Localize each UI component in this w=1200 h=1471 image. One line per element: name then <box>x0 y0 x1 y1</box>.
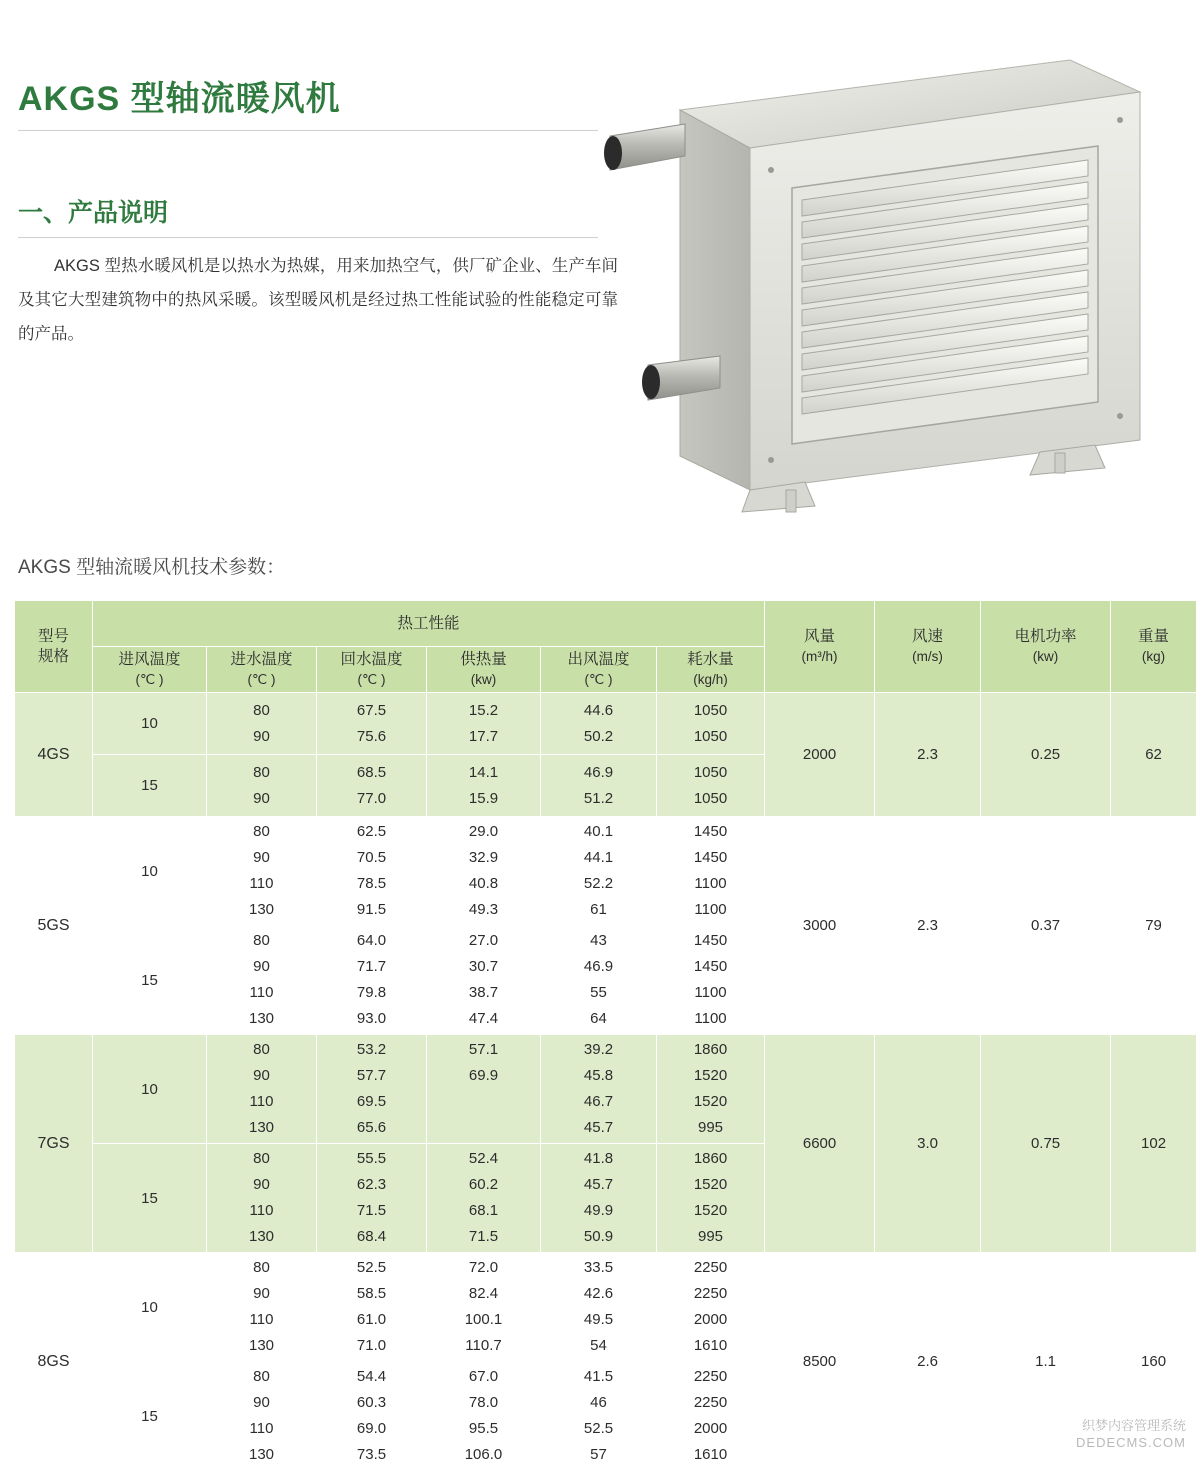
cell-heat-output-value <box>428 1115 539 1141</box>
cell-water-in-temp <box>207 1253 317 1362</box>
cell-water-in-temp-value: 90 <box>253 1176 270 1193</box>
cell-water-consumption <box>657 1035 765 1144</box>
cell-outlet-air-temp <box>541 1253 657 1362</box>
cell-water-consumption-value: 1860 <box>693 1150 728 1167</box>
cell-heat-output <box>427 926 541 1035</box>
cell-water-consumption-value: 1450 <box>693 932 728 949</box>
cell-water-consumption-value: 1610 <box>693 1446 728 1463</box>
cell-air-volume: 8500 <box>765 1253 875 1471</box>
cell-water-in-temp <box>207 1035 317 1144</box>
cell-water-out-temp-value: 68.4 <box>356 1228 387 1245</box>
cell-water-out-temp-value: 78.5 <box>356 875 387 892</box>
cell-air-volume: 6600 <box>765 1035 875 1253</box>
spec-table <box>14 600 1197 1471</box>
header-heat-output-unit: (kw) <box>470 671 497 687</box>
cell-air-speed: 2.3 <box>875 817 981 1035</box>
cell-outlet-air-temp-value: 41.5 <box>583 1368 614 1385</box>
cell-water-consumption <box>657 1362 765 1471</box>
cell-motor-power: 0.75 <box>981 1035 1111 1253</box>
cell-water-out-temp-value: 91.5 <box>356 901 387 918</box>
product-photo <box>600 20 1180 540</box>
cell-water-in-temp-value: 90 <box>253 789 270 807</box>
cell-outlet-air-temp-value: 45.8 <box>583 1067 614 1084</box>
cell-inlet-air-temp: 15 <box>93 1362 207 1471</box>
cell-water-out-temp-value: 69.5 <box>356 1093 387 1110</box>
cell-water-out-temp-value: 53.2 <box>356 1041 387 1058</box>
cell-outlet-air-temp <box>541 1035 657 1144</box>
cell-water-in-temp-value: 80 <box>253 1368 270 1385</box>
cell-model: 4GS <box>15 693 93 817</box>
cell-outlet-air-temp-value: 46.9 <box>583 958 614 975</box>
cell-water-in-temp-value: 80 <box>253 701 270 719</box>
spec-table-wrap <box>14 600 1186 1471</box>
table-row <box>15 1253 1197 1362</box>
cell-model: 5GS <box>15 817 93 1035</box>
cell-water-consumption-value: 1450 <box>693 823 728 840</box>
cell-outlet-air-temp-value: 64 <box>590 1010 607 1027</box>
cell-air-volume: 2000 <box>765 693 875 817</box>
cell-water-in-temp <box>207 1144 317 1253</box>
cell-water-consumption-value: 1050 <box>693 727 728 745</box>
cell-water-out-temp <box>317 817 427 926</box>
cell-water-in-temp-value: 80 <box>253 823 270 840</box>
cell-outlet-air-temp-value: 46.9 <box>583 763 614 781</box>
header-weight-label: 重量 <box>1138 627 1170 645</box>
cell-water-in-temp-value: 110 <box>249 875 274 892</box>
header-motor-power <box>981 601 1111 693</box>
cell-water-consumption-value: 1520 <box>693 1093 728 1110</box>
table-row <box>15 1035 1197 1144</box>
header-water-out-temp <box>317 647 427 693</box>
cell-inlet-air-temp: 10 <box>93 693 207 755</box>
cell-outlet-air-temp-value: 45.7 <box>583 1119 614 1136</box>
cell-heat-output-value: 72.0 <box>468 1259 499 1276</box>
cell-water-in-temp-value: 90 <box>253 958 270 975</box>
header-inlet-air-temp <box>93 647 207 693</box>
cell-water-in-temp-value: 80 <box>253 763 270 781</box>
cell-outlet-air-temp-value: 49.9 <box>583 1202 614 1219</box>
cell-water-consumption-value: 995 <box>698 1228 724 1245</box>
cell-water-in-temp-value: 80 <box>253 1150 270 1167</box>
cell-outlet-air-temp-value: 33.5 <box>583 1259 614 1276</box>
cell-water-consumption <box>657 817 765 926</box>
cell-water-consumption-value: 1100 <box>694 984 727 1001</box>
cell-heat-output-value: 30.7 <box>468 958 499 975</box>
cell-heat-output-value: 38.7 <box>468 984 499 1001</box>
cell-water-consumption-value: 1520 <box>693 1202 728 1219</box>
header-model-line2: 规格 <box>37 647 69 665</box>
header-air-volume-unit: (m³/h) <box>801 648 838 664</box>
cell-heat-output-value <box>428 1089 539 1115</box>
cell-outlet-air-temp <box>541 1362 657 1471</box>
header-inlet-air-temp-unit: (℃ ) <box>135 671 164 687</box>
cell-heat-output-value: 17.7 <box>468 727 499 745</box>
cell-outlet-air-temp-value: 46 <box>590 1394 607 1411</box>
cell-water-out-temp-value: 58.5 <box>356 1285 387 1302</box>
cell-outlet-air-temp-value: 45.7 <box>583 1176 614 1193</box>
cell-water-in-temp-value: 80 <box>253 1259 270 1276</box>
cell-water-consumption-value: 2250 <box>693 1368 728 1385</box>
cell-water-in-temp-value: 90 <box>253 1394 270 1411</box>
cell-water-out-temp-value: 71.5 <box>356 1202 387 1219</box>
cell-outlet-air-temp-value: 50.9 <box>583 1228 614 1245</box>
table-caption: AKGS 型轴流暖风机技术参数： <box>18 557 286 578</box>
cell-heat-output-value: 14.1 <box>468 763 499 781</box>
cell-water-out-temp-value: 67.5 <box>356 701 387 719</box>
cell-water-consumption-value: 1100 <box>694 901 727 918</box>
header-water-consumption-unit: (kg/h) <box>693 671 728 687</box>
cell-water-out-temp-value: 62.3 <box>356 1176 387 1193</box>
cell-water-consumption-value: 2000 <box>693 1311 728 1328</box>
cell-outlet-air-temp <box>541 817 657 926</box>
cell-water-out-temp-value: 71.7 <box>356 958 387 975</box>
cell-weight: 102 <box>1111 1035 1197 1253</box>
cell-heat-output-value: 71.5 <box>468 1228 499 1245</box>
header-water-out-temp-label: 回水温度 <box>340 650 403 668</box>
cell-water-consumption <box>657 693 765 755</box>
cell-outlet-air-temp-value: 39.2 <box>583 1041 614 1058</box>
cell-water-out-temp-value: 65.6 <box>356 1119 387 1136</box>
cell-outlet-air-temp <box>541 755 657 817</box>
cell-water-in-temp-value: 110 <box>249 1311 274 1328</box>
cell-heat-output-value: 67.0 <box>468 1368 499 1385</box>
cell-water-in-temp <box>207 1362 317 1471</box>
cell-water-out-temp-value: 52.5 <box>356 1259 387 1276</box>
cell-water-in-temp <box>207 926 317 1035</box>
cell-water-consumption-value: 1050 <box>693 763 728 781</box>
product-description: AKGS 型热水暖风机是以热水为热媒，用来加热空气，供厂矿企业、生产车间及其它大型建筑物中的热风采暖。该型暖风机是经过热工性能试验的性能稳定可靠的产品。 <box>18 256 618 343</box>
cell-heat-output-value: 27.0 <box>468 932 499 949</box>
cell-water-out-temp-value: 60.3 <box>356 1394 387 1411</box>
cell-water-out-temp-value: 77.0 <box>356 789 387 807</box>
cell-water-out-temp-value: 73.5 <box>356 1446 387 1463</box>
cell-heat-output-value: 15.9 <box>468 789 499 807</box>
cell-water-consumption <box>657 755 765 817</box>
cell-water-out-temp-value: 61.0 <box>356 1311 387 1328</box>
cell-model: 8GS <box>15 1253 93 1471</box>
cell-water-consumption-value: 1860 <box>693 1041 728 1058</box>
cell-outlet-air-temp-value: 57 <box>590 1446 607 1463</box>
cell-water-out-temp-value: 79.8 <box>356 984 387 1001</box>
cell-outlet-air-temp-value: 61 <box>590 901 607 918</box>
cell-heat-output <box>427 693 541 755</box>
watermark-line2: DEDECMS.COM <box>1076 1435 1186 1450</box>
cell-water-out-temp <box>317 1144 427 1253</box>
cell-water-out-temp <box>317 1362 427 1471</box>
cell-water-out-temp <box>317 1035 427 1144</box>
cell-water-out-temp-value: 62.5 <box>356 823 387 840</box>
cell-water-consumption-value: 1100 <box>694 1010 727 1027</box>
cell-water-out-temp-value: 57.7 <box>356 1067 387 1084</box>
cell-water-out-temp <box>317 926 427 1035</box>
cell-water-out-temp-value: 70.5 <box>356 849 387 866</box>
table-row <box>15 693 1197 755</box>
cell-outlet-air-temp-value: 52.2 <box>583 875 614 892</box>
cell-weight: 62 <box>1111 693 1197 817</box>
cell-water-consumption-value: 1050 <box>693 701 728 719</box>
header-air-volume <box>765 601 875 693</box>
cell-inlet-air-temp: 10 <box>93 1253 207 1362</box>
cell-heat-output <box>427 755 541 817</box>
cell-inlet-air-temp: 10 <box>93 817 207 926</box>
cell-water-in-temp-value: 130 <box>248 901 275 918</box>
header-weight-unit: (kg) <box>1141 648 1166 664</box>
cell-water-in-temp-value: 110 <box>249 1093 274 1110</box>
cell-water-in-temp-value: 130 <box>248 1228 275 1245</box>
table-row <box>15 817 1197 926</box>
cell-air-speed: 2.3 <box>875 693 981 817</box>
cell-heat-output-value: 106.0 <box>464 1446 503 1463</box>
cell-heat-output-value: 82.4 <box>468 1285 499 1302</box>
cell-water-in-temp-value: 110 <box>249 1420 274 1437</box>
cell-inlet-air-temp: 15 <box>93 926 207 1035</box>
cell-weight: 160 <box>1111 1253 1197 1471</box>
cell-heat-output-value: 78.0 <box>468 1394 499 1411</box>
header-water-consumption <box>657 647 765 693</box>
cell-air-speed: 3.0 <box>875 1035 981 1253</box>
watermark <box>1076 1417 1186 1451</box>
cell-outlet-air-temp-value: 54 <box>590 1337 607 1354</box>
cell-water-in-temp <box>207 755 317 817</box>
cell-outlet-air-temp-value: 50.2 <box>583 727 614 745</box>
cell-air-speed: 2.6 <box>875 1253 981 1471</box>
cell-outlet-air-temp-value: 55 <box>590 984 607 1001</box>
cell-water-consumption <box>657 1253 765 1362</box>
header-model-line1: 型号 <box>37 627 69 645</box>
cell-motor-power: 0.25 <box>981 693 1111 817</box>
cell-water-consumption <box>657 926 765 1035</box>
header-water-in-temp-unit: (℃ ) <box>247 671 276 687</box>
cell-water-in-temp-value: 110 <box>249 1202 274 1219</box>
cell-outlet-air-temp-value: 49.5 <box>583 1311 614 1328</box>
cell-water-in-temp <box>207 817 317 926</box>
cell-water-out-temp <box>317 1253 427 1362</box>
cell-water-in-temp-value: 80 <box>253 932 270 949</box>
table-header-row-1 <box>15 601 1197 647</box>
page-title: AKGS 型轴流暖风机 <box>18 71 598 131</box>
cell-outlet-air-temp-value: 44.1 <box>583 849 614 866</box>
cell-water-consumption-value: 1520 <box>693 1067 728 1084</box>
spec-table-body <box>15 693 1197 1471</box>
cell-water-in-temp-value: 130 <box>248 1337 275 1354</box>
header-air-speed-label: 风速 <box>912 627 944 645</box>
cell-water-out-temp <box>317 755 427 817</box>
header-water-in-temp-label: 进水温度 <box>230 650 293 668</box>
header-outlet-air-temp <box>541 647 657 693</box>
cell-heat-output-value: 49.3 <box>468 901 499 918</box>
cell-heat-output <box>427 1362 541 1471</box>
cell-outlet-air-temp <box>541 1144 657 1253</box>
cell-heat-output <box>427 817 541 926</box>
cell-heat-output-value: 60.2 <box>468 1176 499 1193</box>
cell-heat-output-value: 52.4 <box>468 1150 499 1167</box>
cell-outlet-air-temp-value: 52.5 <box>583 1420 614 1437</box>
header-outlet-air-temp-label: 出风温度 <box>567 650 630 668</box>
cell-water-in-temp-value: 80 <box>253 1041 270 1058</box>
cell-outlet-air-temp-value: 41.8 <box>583 1150 614 1167</box>
cell-water-consumption-value: 995 <box>698 1119 724 1136</box>
cell-motor-power: 0.37 <box>981 817 1111 1035</box>
cell-water-out-temp-value: 93.0 <box>356 1010 387 1027</box>
cell-water-out-temp-value: 69.0 <box>356 1420 387 1437</box>
cell-heat-output-value: 32.9 <box>468 849 499 866</box>
cell-water-consumption-value: 2250 <box>693 1394 728 1411</box>
cell-water-in-temp-value: 130 <box>248 1010 275 1027</box>
cell-weight: 79 <box>1111 817 1197 1035</box>
cell-water-out-temp-value: 68.5 <box>356 763 387 781</box>
cell-water-consumption <box>657 1144 765 1253</box>
header-water-out-temp-unit: (℃ ) <box>357 671 386 687</box>
cell-outlet-air-temp-value: 51.2 <box>583 789 614 807</box>
cell-inlet-air-temp: 15 <box>93 755 207 817</box>
cell-water-consumption-value: 1450 <box>693 958 728 975</box>
cell-water-in-temp-value: 130 <box>248 1446 275 1463</box>
cell-outlet-air-temp-value: 40.1 <box>583 823 614 840</box>
cell-heat-output-value: 29.0 <box>468 823 499 840</box>
cell-water-consumption-value: 1520 <box>693 1176 728 1193</box>
cell-water-in-temp-value: 90 <box>253 727 270 745</box>
watermark-line1: 织梦内容管理系统 <box>1081 1418 1186 1433</box>
cell-outlet-air-temp <box>541 926 657 1035</box>
cell-water-consumption-value: 2000 <box>693 1420 728 1437</box>
cell-heat-output <box>427 1144 541 1253</box>
cell-water-out-temp-value: 55.5 <box>356 1150 387 1167</box>
cell-heat-output-value: 69.9 <box>468 1067 499 1084</box>
cell-water-consumption-value: 2250 <box>693 1285 728 1302</box>
cell-heat-output <box>427 1253 541 1362</box>
cell-water-out-temp-value: 71.0 <box>356 1337 387 1354</box>
cell-water-consumption-value: 1050 <box>693 789 728 807</box>
cell-water-in-temp-value: 90 <box>253 1285 270 1302</box>
cell-water-out-temp-value: 75.6 <box>356 727 387 745</box>
cell-model: 7GS <box>15 1035 93 1253</box>
cell-water-out-temp-value: 54.4 <box>356 1368 387 1385</box>
cell-outlet-air-temp-value: 43 <box>590 932 607 949</box>
cell-water-in-temp-value: 110 <box>249 984 274 1001</box>
header-model <box>15 601 93 693</box>
cell-inlet-air-temp: 10 <box>93 1035 207 1144</box>
cell-water-in-temp <box>207 693 317 755</box>
cell-heat-output <box>427 1035 541 1144</box>
header-inlet-air-temp-label: 进风温度 <box>118 650 181 668</box>
cell-outlet-air-temp <box>541 693 657 755</box>
cell-water-consumption-value: 2250 <box>693 1259 728 1276</box>
header-air-speed <box>875 601 981 693</box>
cell-heat-output-value: 47.4 <box>468 1010 499 1027</box>
header-thermal-group: 热工性能 <box>93 601 765 647</box>
header-air-speed-unit: (m/s) <box>912 648 943 664</box>
header-motor-power-unit: (kw) <box>1032 648 1059 664</box>
header-weight <box>1111 601 1197 693</box>
cell-heat-output-value: 57.1 <box>468 1041 499 1058</box>
header-air-volume-label: 风量 <box>804 627 836 645</box>
cell-outlet-air-temp-value: 42.6 <box>583 1285 614 1302</box>
cell-air-volume: 3000 <box>765 817 875 1035</box>
cell-water-in-temp-value: 90 <box>253 849 270 866</box>
section-heading: 一、产品说明 <box>18 193 598 238</box>
cell-heat-output-value: 68.1 <box>468 1202 499 1219</box>
cell-heat-output-value: 100.1 <box>464 1311 503 1328</box>
cell-water-out-temp-value: 64.0 <box>356 932 387 949</box>
header-heat-output <box>427 647 541 693</box>
cell-outlet-air-temp-value: 44.6 <box>583 701 614 719</box>
cell-heat-output-value: 40.8 <box>468 875 499 892</box>
cell-inlet-air-temp: 15 <box>93 1144 207 1253</box>
header-heat-output-label: 供热量 <box>460 650 507 668</box>
cell-water-consumption-value: 1100 <box>694 875 727 892</box>
cell-water-in-temp-value: 130 <box>248 1119 275 1136</box>
header-water-in-temp <box>207 647 317 693</box>
cell-heat-output-value: 95.5 <box>468 1420 499 1437</box>
cell-water-in-temp-value: 90 <box>253 1067 270 1084</box>
header-outlet-air-temp-unit: (℃ ) <box>584 671 613 687</box>
cell-water-consumption-value: 1610 <box>693 1337 728 1354</box>
cell-heat-output-value: 15.2 <box>468 701 499 719</box>
header-water-consumption-label: 耗水量 <box>687 650 734 668</box>
cell-water-consumption-value: 1450 <box>693 849 728 866</box>
cell-heat-output-value: 110.7 <box>465 1337 502 1354</box>
cell-outlet-air-temp-value: 46.7 <box>583 1093 614 1110</box>
cell-motor-power: 1.1 <box>981 1253 1111 1471</box>
header-motor-power-label: 电机功率 <box>1014 627 1077 645</box>
cell-water-out-temp <box>317 693 427 755</box>
